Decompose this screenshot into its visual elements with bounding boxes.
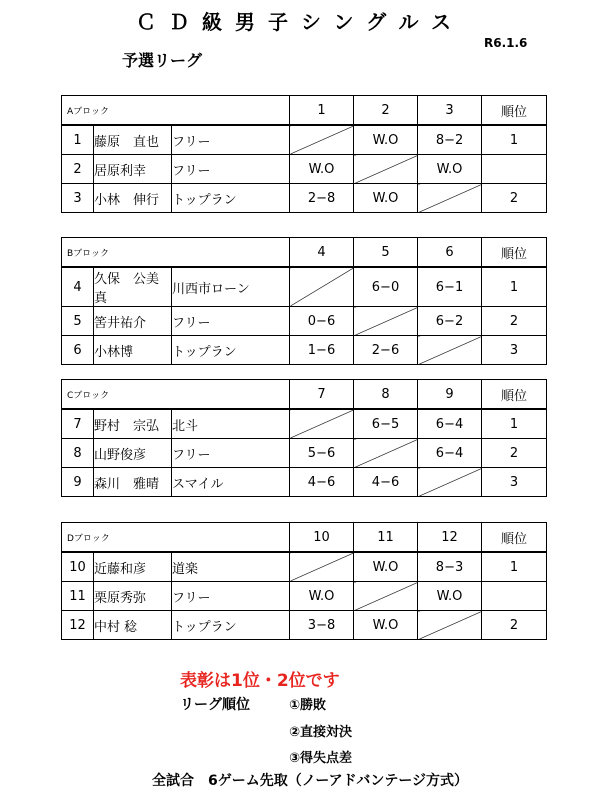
player-rank: 2 [482,611,547,640]
match-result: 6−5 [354,409,418,439]
match-result: 8−3 [418,552,482,582]
player-name: 栗原秀弥 [94,582,172,611]
player-name: 居原利幸 [94,155,172,184]
player-team: スマイル [172,468,290,497]
match-result: 4−6 [290,468,354,497]
player-name: 小林 伸行 [94,184,172,213]
player-number: 5 [62,307,94,336]
match-result: W.O [418,582,482,611]
block-label: Aブロック [62,96,290,126]
player-name: 山野俊彦 [94,439,172,468]
block-table [61,237,547,365]
player-name: 筈井祐介 [94,307,172,336]
match-result: 5−6 [290,439,354,468]
self-match-cell [290,409,354,439]
player-rank: 2 [482,184,547,213]
page-title: ＣＤ級男子シングルス [136,10,464,34]
self-match-cell [418,336,482,365]
player-row [62,409,547,439]
rank-criterion-3: ③得失点差 [289,751,353,766]
player-row [62,184,547,213]
player-team: フリー [172,125,290,155]
column-header: 2 [354,96,418,126]
match-format-note: 全試合 6ゲーム先取（ノーアドバンテージ方式） [152,773,469,789]
block-table [61,95,547,213]
player-row [62,439,547,468]
player-name: 藤原 直也 [94,125,172,155]
column-header: 1 [290,96,354,126]
column-header: 7 [290,380,354,410]
block-table [61,379,547,497]
match-result: 8−2 [418,125,482,155]
match-result: W.O [354,552,418,582]
player-number: 9 [62,468,94,497]
rank-header: 順位 [482,96,547,126]
player-team: フリー [172,582,290,611]
player-number: 7 [62,409,94,439]
block-label: Bブロック [62,238,290,268]
column-header: 5 [354,238,418,268]
self-match-cell [290,552,354,582]
block-header-row [62,380,547,410]
self-match-cell [354,307,418,336]
block-header-row [62,238,547,268]
player-row [62,582,547,611]
player-row [62,611,547,640]
player-team: フリー [172,439,290,468]
player-name: 久保 公美真 [94,267,172,307]
award-note: 表彰は1位・2位です [180,671,340,691]
match-result: 6−4 [418,409,482,439]
match-result: 4−6 [354,468,418,497]
self-match-cell [354,155,418,184]
player-row [62,307,547,336]
player-row [62,468,547,497]
column-header: 4 [290,238,354,268]
player-number: 1 [62,125,94,155]
player-number: 3 [62,184,94,213]
player-number: 11 [62,582,94,611]
match-result: 6−2 [418,307,482,336]
rank-header: 順位 [482,380,547,410]
player-number: 10 [62,552,94,582]
column-header: 9 [418,380,482,410]
player-rank: 1 [482,552,547,582]
player-team: 北斗 [172,409,290,439]
rank-header: 順位 [482,523,547,553]
column-header: 6 [418,238,482,268]
self-match-cell [418,611,482,640]
match-result: W.O [418,155,482,184]
player-row [62,552,547,582]
player-name: 森川 雅晴 [94,468,172,497]
column-header: 11 [354,523,418,553]
self-match-cell [290,267,354,307]
match-result: W.O [354,125,418,155]
match-result: 2−6 [354,336,418,365]
match-result: 6−4 [418,439,482,468]
column-header: 8 [354,380,418,410]
block-label: Dブロック [62,523,290,553]
player-name: 近藤和彦 [94,552,172,582]
block-label: Cブロック [62,380,290,410]
player-rank: 2 [482,307,547,336]
player-number: 6 [62,336,94,365]
rank-header: 順位 [482,238,547,268]
block-header-row [62,96,547,126]
match-result: 2−8 [290,184,354,213]
player-rank [482,155,547,184]
player-number: 4 [62,267,94,307]
self-match-cell [354,582,418,611]
self-match-cell [354,439,418,468]
column-header: 12 [418,523,482,553]
block-table [61,522,547,640]
rank-criterion-1: ①勝敗 [289,698,327,713]
rank-criteria-label: リーグ順位 [180,697,250,713]
player-number: 2 [62,155,94,184]
player-number: 12 [62,611,94,640]
player-number: 8 [62,439,94,468]
match-result: 6−0 [354,267,418,307]
match-result: W.O [354,184,418,213]
self-match-cell [418,184,482,213]
block-header-row [62,523,547,553]
player-rank: 3 [482,468,547,497]
player-name: 中村 稔 [94,611,172,640]
column-header: 3 [418,96,482,126]
player-name: 小林博 [94,336,172,365]
page-subtitle: 予選リーグ [122,51,203,70]
match-result: W.O [290,155,354,184]
player-team: トップラン [172,184,290,213]
rank-criterion-2: ②直接対決 [289,725,353,740]
player-team: フリー [172,307,290,336]
player-row [62,267,547,307]
player-name: 野村 宗弘 [94,409,172,439]
player-row [62,155,547,184]
player-rank: 2 [482,439,547,468]
player-rank: 1 [482,409,547,439]
player-team: トップラン [172,336,290,365]
player-row [62,336,547,365]
player-row [62,125,547,155]
self-match-cell [418,468,482,497]
player-rank [482,582,547,611]
player-rank: 1 [482,267,547,307]
player-team: フリー [172,155,290,184]
match-result: 1−6 [290,336,354,365]
match-result: 6−1 [418,267,482,307]
match-result: 3−8 [290,611,354,640]
match-result: W.O [290,582,354,611]
player-team: 川西市ローン [172,267,290,307]
player-team: 道楽 [172,552,290,582]
self-match-cell [290,125,354,155]
player-team: トップラン [172,611,290,640]
column-header: 10 [290,523,354,553]
player-rank: 1 [482,125,547,155]
match-result: W.O [354,611,418,640]
date-label: R6.1.6 [484,36,528,50]
player-rank: 3 [482,336,547,365]
match-result: 0−6 [290,307,354,336]
